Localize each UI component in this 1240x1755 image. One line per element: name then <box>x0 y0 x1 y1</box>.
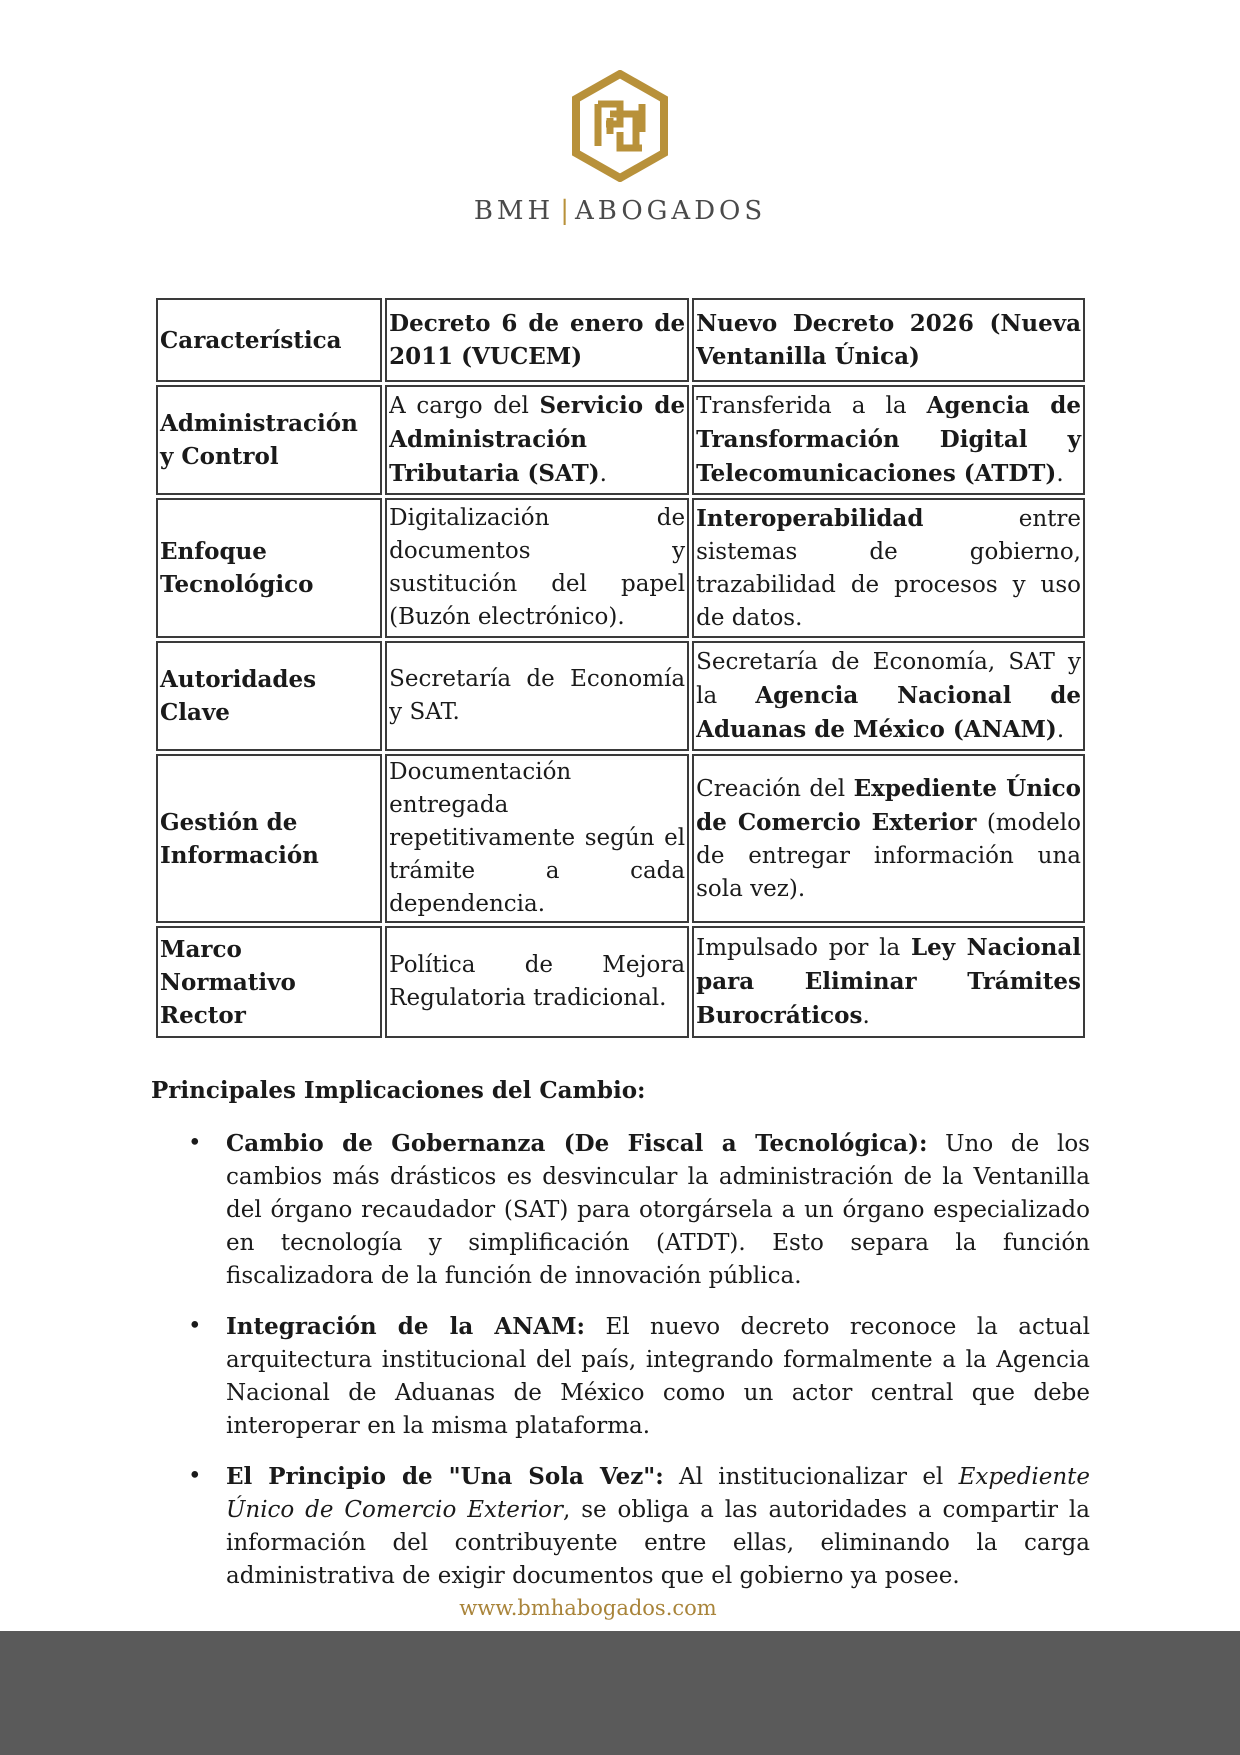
feature-cell: Marco Normativo Rector <box>156 926 382 1038</box>
text-run: Creación del <box>696 775 854 802</box>
text-run: (modelo de entregar información una sola vez). <box>696 809 1081 902</box>
header-cell-old-decree: Decreto 6 de enero de 2011 (VUCEM) <box>385 298 689 382</box>
old-decree-cell <box>385 754 689 923</box>
table-row <box>156 641 1085 751</box>
feature-cell: Enfoque Tecnológico <box>156 498 382 638</box>
text-run: Uno de los cambios más drásticos es desvincular la administración de la Ventanilla del órgano recaudador (SAT) para otorgársela a un órgano especializado en tecnología y simplificación (ATDT). Esto separa la función fiscalizadora de la función de innovación pública. <box>226 1131 1090 1289</box>
new-decree-cell <box>692 926 1085 1038</box>
bold-text: Agencia Nacional de Aduanas de México (ANAM) <box>696 681 1081 743</box>
table-row <box>156 926 1085 1038</box>
comparison-table <box>153 295 1088 1041</box>
text-run: Al institucionalizar el <box>663 1464 959 1490</box>
text-run: Secretaría de Economía y SAT. <box>389 666 686 725</box>
text-run: Documentación entregada repetitivamente según el trámite a cada dependencia. <box>389 759 686 917</box>
old-decree-cell <box>385 926 689 1038</box>
bold-text: Ley Nacional para Eliminar Trámites Burocráticos <box>696 934 1081 1029</box>
text-run: . <box>1056 716 1065 743</box>
feature-cell: Gestión de Información <box>156 754 382 923</box>
table-row <box>156 754 1085 923</box>
text-run: Impulsado por la <box>696 935 911 961</box>
text-run: El nuevo decreto reconoce la actual arquitectura institucional del país, integrando formalmente a la Agencia Nacional de Aduanas de México como un actor central que debe interoperar en la misma plataforma. <box>226 1314 1090 1439</box>
text-run: . <box>1056 461 1064 487</box>
old-decree-cell <box>385 385 689 495</box>
new-decree-cell <box>692 498 1085 638</box>
new-decree-cell <box>692 754 1085 923</box>
bmh-hexagon-logo-icon <box>570 70 670 182</box>
implication-item <box>188 1127 1090 1293</box>
table-row <box>156 498 1085 638</box>
website-link[interactable]: www.bmhabogados.com <box>459 1596 717 1620</box>
text-run: Política de Mejora Regulatoria tradicional. <box>389 952 686 1011</box>
implication-item <box>188 1460 1091 1593</box>
old-decree-cell <box>385 498 689 638</box>
bullet-icon: • <box>188 1463 202 1489</box>
header-cell-new-decree: Nuevo Decreto 2026 (Nueva Ventanilla Única) <box>692 298 1085 382</box>
text-run: entre sistemas de gobierno, trazabilidad de procesos y uso de datos. <box>696 505 1081 631</box>
text-run: A cargo del <box>389 393 540 419</box>
feature-cell: Autoridades Clave <box>156 641 382 751</box>
feature-cell: Administración y Control <box>156 385 382 495</box>
text-run: Transferida a la <box>696 393 927 419</box>
implication-item <box>188 1310 1090 1443</box>
text-run: Secretaría de Economía, SAT y la <box>696 648 1081 709</box>
table-header-row <box>156 298 1085 382</box>
table-row <box>156 385 1085 495</box>
text-run: Digitalización de documentos y sustitución del papel (Buzón electrónico). <box>389 505 686 630</box>
logo <box>0 70 1240 226</box>
italic-text: Expediente Único de Comercio Exterior <box>226 1464 1091 1523</box>
bold-text: Expediente Único de Comercio Exterior <box>696 774 1081 836</box>
text-run: , se obliga a las autoridades a compartir la información del contribuyente entre ellas, eliminando la carga administrativa de exigir documentos que el gobierno ya posee. <box>226 1497 1090 1589</box>
bold-text: Interoperabilidad <box>696 504 924 532</box>
bold-text: Cambio de Gobernanza (De Fiscal a Tecnológica): <box>226 1130 928 1157</box>
new-decree-cell <box>692 385 1085 495</box>
bold-text: Integración de la ANAM: <box>226 1313 586 1340</box>
bold-text: Servicio de Administración Tributaria (SAT) <box>389 392 686 487</box>
footer-bar <box>0 1631 1240 1755</box>
implications-list <box>188 1127 1091 1610</box>
new-decree-cell <box>692 641 1085 751</box>
bold-text: El Principio de "Una Sola Vez": <box>226 1463 664 1490</box>
header-cell-feature: Característica <box>156 298 382 382</box>
bullet-icon: • <box>188 1313 202 1339</box>
text-run: . <box>599 461 607 487</box>
implications-title: Principales Implicaciones del Cambio: <box>151 1077 646 1104</box>
bold-text: Agencia de Transformación Digital y Telecomunicaciones (ATDT) <box>696 392 1081 487</box>
old-decree-cell <box>385 641 689 751</box>
brand-name: BMH | ABOGADOS <box>473 196 767 226</box>
bullet-icon: • <box>188 1130 202 1156</box>
text-run: . <box>862 1003 870 1029</box>
